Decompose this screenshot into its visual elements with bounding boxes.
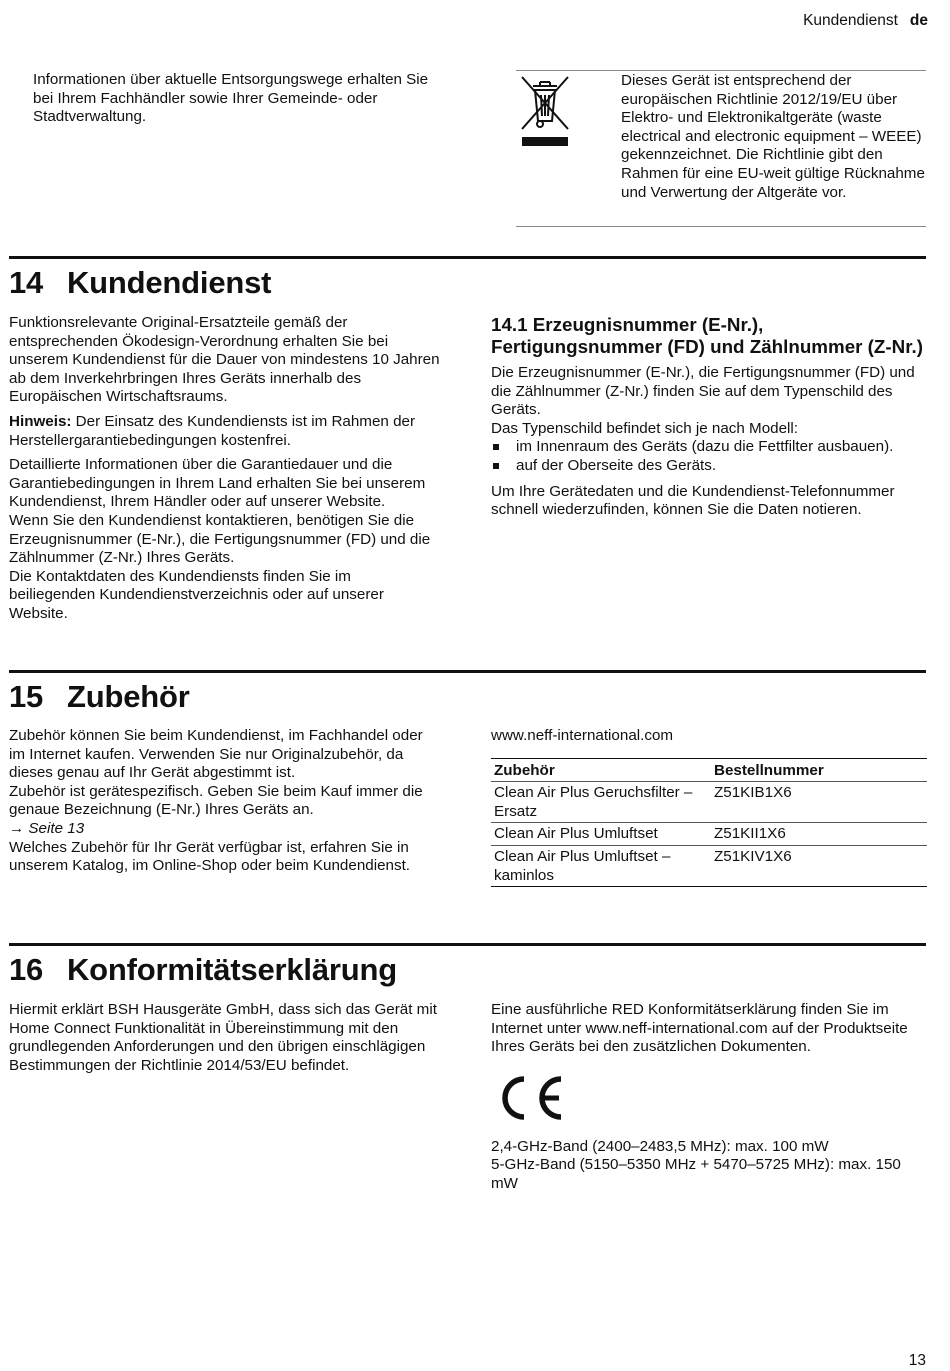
crossed-out-wheelie-bin-icon	[518, 73, 572, 147]
ce-mark-icon	[493, 1073, 565, 1123]
section-16-heading	[9, 952, 397, 988]
section-number: 14	[9, 265, 44, 300]
table-row	[491, 823, 927, 846]
paragraph: Zubehör können Sie beim Kundendienst, im Fachhandel oder im Internet kaufen. Verwenden Sie nur Originalzubehör, da dieses genau auf Ihr Gerät abgestimmt ist.	[9, 727, 423, 782]
section-number: 15	[9, 679, 44, 714]
section-16-right-column	[491, 1001, 927, 1194]
section-14-heading	[9, 265, 271, 301]
table-cell: Z51KIB1X6	[711, 782, 927, 823]
section-number: 16	[9, 952, 44, 987]
paragraph: Welches Zubehör für Ihr Gerät verfügbar ist, erfahren Sie in unserem Katalog, im Online-Shop oder beim Kundendienst.	[9, 838, 411, 875]
website-link[interactable]: www.neff-international.com	[491, 727, 674, 744]
weee-text: Dieses Gerät ist entsprechend der europäischen Richtlinie 2012/19/EU über Elektro- und Elektronikaltgeräte (waste electrical and electronic equipment – WEEE) gekennzeichnet. Die Richtlinie gibt den Rahmen für eine EU-weit gültige Rücknahme und Verwertung der Altgeräte vor.	[621, 72, 925, 201]
list-item: im Innenraum des Geräts (dazu die Fettfilter ausbauen).	[491, 438, 927, 457]
section-14-left-column	[9, 314, 441, 624]
disposal-text: Informationen über aktuelle Entsorgungswege erhalten Sie bei Ihrem Fachhändler sowie Ihrer Gemeinde- oder Stadtverwaltung.	[33, 71, 429, 126]
note-label: Hinweis:	[9, 412, 72, 430]
section-15-right-column	[491, 727, 927, 887]
paragraph: Eine ausführliche RED Konformitätserklärung finden Sie im Internet unter www.neff-international.com auf der Produktseite Ihres Geräts bei den zusätzlichen Dokumenten.	[491, 1001, 908, 1056]
section-16-left-column	[9, 1001, 441, 1075]
section-rule	[9, 943, 926, 946]
section-14-1	[491, 314, 927, 520]
note-text: Der Einsatz des Kundendiensts ist im Rahmen der Herstellergarantiebedingungen kostenfrei.	[9, 412, 416, 449]
table-header-accessory: Zubehör	[491, 758, 711, 782]
section-title: Kundendienst	[67, 265, 272, 300]
section-15-heading	[9, 679, 190, 715]
paragraph: Zubehör ist gerätespezifisch. Geben Sie beim Kauf immer die genaue Bezeichnung (E-Nr.) Ihres Geräts an.	[9, 782, 423, 819]
table-cell: Clean Air Plus Umluftset	[491, 823, 711, 846]
table-header-order-number: Bestellnummer	[711, 758, 927, 782]
table-cell: Z51KIV1X6	[711, 845, 927, 886]
table-cell: Clean Air Plus Geruchsfilter – Ersatz	[491, 782, 711, 823]
subsection-title: 14.1 Erzeugnisnummer (E-Nr.), Fertigungsnummer (FD) und Zählnummer (Z-Nr.)	[491, 314, 923, 357]
note	[9, 413, 441, 450]
paragraph: Die Kontaktdaten des Kundendiensts finden Sie im beiliegenden Kundendienstverzeichnis oder auf unserer Website.	[9, 567, 384, 622]
page-number: 13	[908, 1352, 926, 1369]
table-cell: Z51KII1X6	[711, 823, 927, 846]
frequency-band-5ghz: 5-GHz-Band (5150–5350 MHz + 5470–5725 MHz): max. 150 mW	[491, 1156, 901, 1192]
header-lang: de	[909, 12, 928, 29]
list-item: auf der Oberseite des Geräts.	[491, 457, 927, 476]
header-section: Kundendienst	[803, 12, 898, 29]
running-header	[803, 12, 928, 31]
table-row	[491, 782, 927, 823]
cross-reference	[9, 820, 441, 839]
section-title: Zubehör	[67, 679, 190, 714]
paragraph: Detaillierte Informationen über die Garantiedauer und die Garantiebedingungen in Ihrem Land erhalten Sie bei unserem Kundendienst, Ihrem Händler oder auf unserer Website.	[9, 456, 426, 511]
arrow-icon: →	[9, 819, 25, 837]
paragraph: Wenn Sie den Kundendienst kontaktieren, benötigen Sie die Erzeugnisnummer (E-Nr.), die Fertigungsnummer (FD) und die Zählnummer (Z-Nr.) Ihres Geräts.	[9, 511, 431, 567]
section-rule	[9, 256, 926, 259]
weee-block	[516, 70, 926, 227]
paragraph: Funktionsrelevante Original-Ersatzteile gemäß der entsprechenden Ökodesign-Verordnung erhalten Sie bei unserem Kundendienst für die Dauer von mindestens 10 Jahren ab dem Inverkehrbringen Ihres Geräts innerhalb des Europäischen Wirtschaftsraums.	[9, 314, 440, 406]
section-15-left-column	[9, 727, 441, 876]
paragraph: Das Typenschild befindet sich je nach Modell:	[491, 419, 799, 437]
paragraph: Um Ihre Gerätedaten und die Kundendienst-Telefonnummer schnell wiederzufinden, können Sie die Daten notieren.	[491, 482, 895, 519]
frequency-band-2-4ghz: 2,4-GHz-Band (2400–2483,5 MHz): max. 100 mW	[491, 1137, 829, 1155]
page-reference-link[interactable]: Seite 13	[28, 819, 85, 837]
section-rule	[9, 670, 926, 673]
paragraph: Die Erzeugnisnummer (E-Nr.), die Fertigungsnummer (FD) und die Zählnummer (Z-Nr.) finden Sie auf dem Typenschild des Geräts.	[491, 364, 915, 419]
table-row	[491, 845, 927, 886]
accessory-table	[491, 758, 927, 888]
table-cell: Clean Air Plus Umluftset – kaminlos	[491, 845, 711, 886]
section-title: Konformitätserklärung	[67, 952, 397, 987]
paragraph: Hiermit erklärt BSH Hausgeräte GmbH, dass sich das Gerät mit Home Connect Funktionalität in Übereinstimmung mit den grundlegenden Anforderungen und den übrigen einschlägigen Bestimmungen der Richtlinie 2014/53/EU befindet.	[9, 1001, 437, 1074]
bullet-list	[491, 438, 927, 475]
